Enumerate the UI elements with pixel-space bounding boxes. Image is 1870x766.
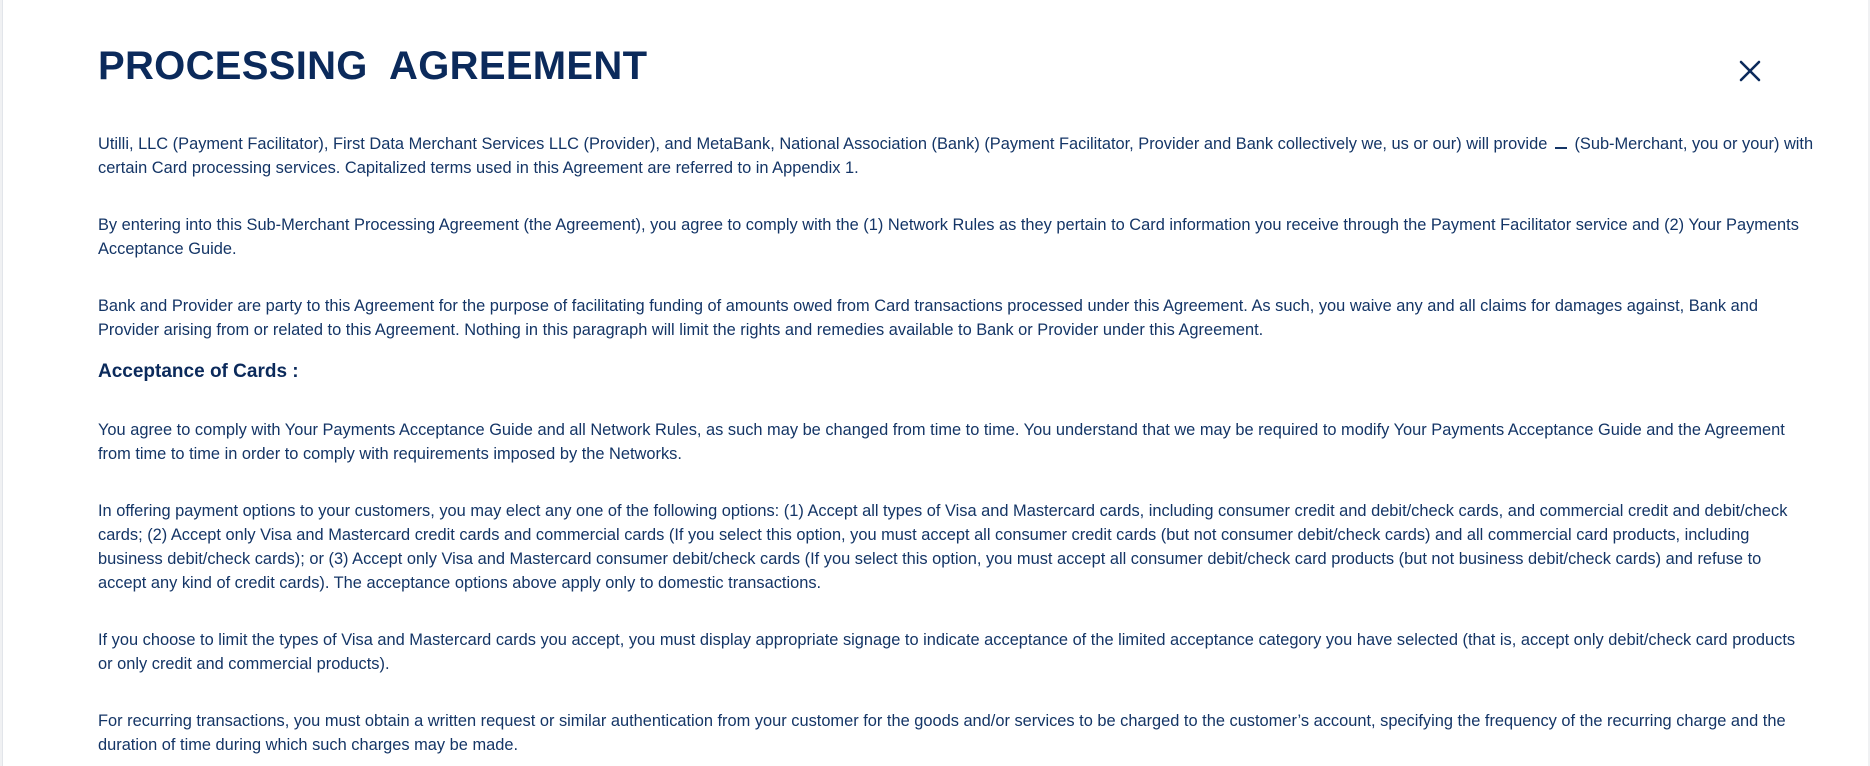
acceptance-heading: Acceptance of Cards :: [98, 361, 299, 382]
acceptance-paragraph-2: In offering payment options to your customers, you may elect any one of the following options: (1) Accept all types of Visa and Mastercard cards, including consumer credit and debit/check cards, and commercial credit and debit/check cards; (2) Accept only Visa and Mastercard credit cards and commercial cards (If you select this option, you must accept all consumer credit cards (but not consumer debit/check cards) and all commercial card products, including business debit/check cards); or (3) Accept only Visa and Mastercard consumer debit/check cards (If you select this option, you must accept all consumer debit/check card products (but not business debit/check cards) and refuse to accept any kind of credit cards). The acceptance options above apply only to domestic transactions.: [98, 502, 1788, 592]
close-button[interactable]: [1729, 50, 1771, 92]
acceptance-paragraph-4: For recurring transactions, you must obtain a written request or similar authentication from your customer for the goods and/or services to be charged to the customer’s account, specifying the frequency of the recurring charge and the duration of time during which such charges may be made.: [98, 712, 1786, 754]
modal-title: PROCESSING AGREEMENT: [98, 44, 648, 88]
intro-paragraph-1: [98, 132, 1814, 180]
acceptance-paragraph-1: You agree to comply with Your Payments Acceptance Guide and all Network Rules, as such may be changed from time to time. You understand that we may be required to modify Your Payments Acceptance Guide and the Agreement from time to time in order to comply with requirements imposed by the Networks.: [98, 421, 1785, 463]
intro-paragraph-3: Bank and Provider are party to this Agreement for the purpose of facilitating funding of amounts owed from Card transactions processed under this Agreement. As such, you waive any and all claims for damages against, Bank and Provider arising from or related to this Agreement. Nothing in this paragraph will limit the rights and remedies available to Bank or Provider under this Agreement.: [98, 297, 1759, 339]
close-icon: [1729, 50, 1771, 92]
intro-paragraph-1-start: Utilli, LLC (Payment Facilitator), First Data Merchant Services LLC (Provider), and MetaBank, National Association (Bank) (Payment Facilitator, Provider and Bank collectively we, us or our) will provide: [98, 135, 1548, 153]
agreement-content: [98, 132, 1814, 766]
acceptance-paragraph-3: If you choose to limit the types of Visa and Mastercard cards you accept, you must display appropriate signage to indicate acceptance of the limited acceptance category you have selected (that is, accept only debit/check card products or only credit and commercial products).: [98, 631, 1796, 673]
modal-header: [3, 0, 1868, 122]
sub-merchant-name-blank: [1555, 133, 1567, 149]
intro-paragraph-1-end: (Sub-Merchant, you or your) with certain Card processing services. Capitalized terms used in this Agreement are referred to in Appendix 1.: [98, 135, 1814, 177]
agreement-modal: [2, 0, 1868, 766]
intro-paragraph-2: By entering into this Sub-Merchant Processing Agreement (the Agreement), you agree to comply with the (1) Network Rules as they pertain to Card information you receive through the Payment Facilitator service and (2) Your Payments Acceptance Guide.: [98, 216, 1799, 258]
